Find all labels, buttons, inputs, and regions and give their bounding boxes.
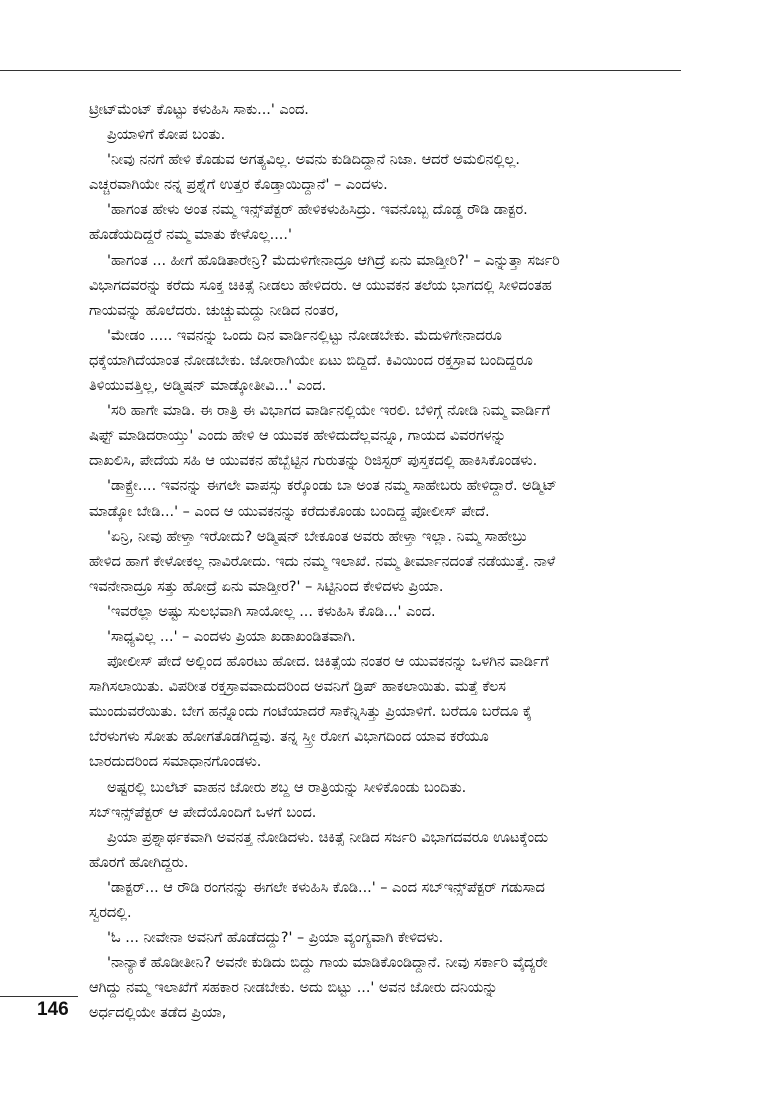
text-line: ಸಾಗಿಸಲಾಯಿತು. ವಿಪರೀತ ರಕ್ತಸ್ರಾವವಾದುದರಿಂದ ಅವನಿಗೆ ಡ್ರಿಪ್ ಹಾಕಲಾಯಿತು. ಮತ್ತೆ ಕೆಲಸ (89, 679, 506, 696)
paragraph (89, 249, 669, 324)
text-line: ಟ್ರೀಟ್‌ಮೆಂಟ್ ಕೊಟ್ಟು ಕಳುಹಿಸಿ ಸಾಕು...' ಎಂದ. (89, 102, 309, 118)
paragraph (89, 625, 669, 650)
text-line: 'ಇವರೆಲ್ಲಾ ಅಷ್ಟು ಸುಲಭವಾಗಿ ಸಾಯೋಲ್ಲ ... ಕಳುಹಿಸಿ ಕೊಡಿ...' ಎಂದ. (107, 603, 436, 620)
paragraph (89, 876, 669, 926)
text-line: ಹೊರಗೆ ಹೋಗಿದ್ದರು. (89, 854, 189, 871)
top-rule (0, 70, 681, 71)
text-line: 'ಏನ್ರಿ, ನೀವು ಹೇಳ್ತಾ ಇರೋದು? ಅಡ್ಮಿಷನ್ ಬೇಕೂಂತ ಅವರು ಹೇಳ್ತಾ ಇಲ್ಲಾ. ನಿಮ್ಮ ಸಾಹೇಬ್ರು (107, 528, 528, 545)
paragraph (89, 123, 669, 148)
text-line: ಆಗಿದ್ದು ನಮ್ಮ ಇಲಾಖೆಗೆ ಸಹಕಾರ ನೀಡಬೇಕು. ಅದು ಬಿಟ್ಟು ...' ಅವನ ಜೋರು ದನಿಯನ್ನು (89, 980, 498, 997)
paragraph (89, 951, 669, 1026)
text-line: ಷಿಫ್ಟ್ ಮಾಡಿದರಾಯ್ತು' ಎಂದು ಹೇಳಿ ಆ ಯುವಕ ಹೇಳಿದುದೆಲ್ಲವನ್ನೂ, ಗಾಯದ ವಿವರಗಳನ್ನು (89, 428, 507, 445)
text-line: ವಿಭಾಗದವರನ್ನು ಕರೆದು ಸೂಕ್ತ ಚಿಕಿತ್ಸೆ ನೀಡಲು ಹೇಳಿದರು. ಆ ಯುವಕನ ತಲೆಯ ಭಾಗದಲ್ಲಿ ಸೀಳಿದಂತಹ (89, 277, 552, 294)
paragraph (89, 399, 669, 474)
page-number: 146 (37, 999, 69, 1020)
paragraph (89, 826, 669, 876)
text-line: ಧಕ್ಕೆಯಾಗಿದೆಯಾಂತ ನೋಡಬೇಕು. ಜೋರಾಗಿಯೇ ಏಟು ಬಿದ್ದಿದೆ. ಕಿವಿಯಿಂದ ರಕ್ತಸ್ರಾವ ಬಂದಿದ್ದರೂ (89, 352, 533, 369)
paragraph (89, 650, 669, 775)
text-line: ಪ್ರಿಯಾ ಪ್ರಶ್ನಾರ್ಥಕವಾಗಿ ಅವನತ್ತ ನೋಡಿದಳು. ಚಿಕಿತ್ಸೆ ನೀಡಿದ ಸರ್ಜರಿ ವಿಭಾಗದವರೂ ಊಟಕ್ಕೆಂದು (107, 829, 549, 846)
text-line: 'ಮೇಡಂ ..... ಇವನನ್ನು ಒಂದು ದಿನ ವಾರ್ಡಿನಲ್ಲಿಟ್ಟು ನೋಡಬೇಕು. ಮೆದುಳಿಗೇನಾದರೂ (107, 327, 502, 344)
text-line: ಪ್ರಿಯಾಳಿಗೆ ಕೋಪ ಬಂತು. (107, 127, 226, 144)
paragraph (89, 324, 669, 399)
text-line: 'ಸಾಧ್ಯವಿಲ್ಲ ...' – ಎಂದಳು ಪ್ರಿಯಾ ಖಡಾಖಂಡಿತವಾಗಿ. (107, 628, 356, 645)
text-line: ಸಬ್‌ಇನ್ಸ್‌ಪೆಕ್ಟರ್ ಆ ಪೇದೆಯೊಂದಿಗೆ ಒಳಗೆ ಬಂದ. (89, 804, 317, 821)
text-line: ಪೋಲೀಸ್ ಪೇದೆ ಅಲ್ಲಿಂದ ಹೊರಟು ಹೋದ. ಚಿಕಿತ್ಸೆಯ ನಂತರ ಆ ಯುವಕನನ್ನು ಒಳಗಿನ ವಾರ್ಡಿಗೆ (107, 654, 549, 671)
text-line: ಗಾಯವನ್ನು ಹೊಲೆದರು. ಚುಚ್ಚುಮದ್ದು ನೀಡಿದ ನಂತರ, (89, 302, 339, 319)
text-line: ಬೆರಳುಗಳು ಸೋತು ಹೋಗತೊಡಗಿದ್ದವು. ತನ್ನ ಸ್ತ್ರೀ ರೋಗ ವಿಭಾಗದಿಂದ ಯಾವ ಕರೆಯೂ (89, 729, 489, 746)
text-line: 'ನೀವು ನನಗೆ ಹೇಳಿ ಕೊಡುವ ಅಗತ್ಯವಿಲ್ಲ. ಅವನು ಕುಡಿದಿದ್ದಾನೆ ನಿಜಾ. ಆದರೆ ಅಮಲಿನಲ್ಲಿಲ್ಲ. (107, 152, 521, 169)
text-line: 'ಡಾಕ್ಟ್ರೇ.... ಇವನನ್ನು ಈಗಲೇ ವಾಪಸ್ಸು ಕರ್‍ಕೊಂಡು ಬಾ ಅಂತ ನಮ್ಮ ಸಾಹೇಬರು ಹೇಳಿದ್ದಾರೆ. ಅಡ್ಮಿಟ್ (107, 478, 557, 495)
text-line: ಅಷ್ಟರಲ್ಲಿ ಬುಲೆಟ್ ವಾಹನ ಜೋರು ಶಬ್ದ ಆ ರಾತ್ರಿಯನ್ನು ಸೀಳಿಕೊಂಡು ಬಂದಿತು. (107, 779, 467, 796)
text-line: 'ಡಾಕ್ಟರ್... ಆ ರೌಡಿ ರಂಗನನ್ನು ಈಗಲೇ ಕಳುಹಿಸಿ ಕೊಡಿ...' – ಎಂದ ಸಬ್‌ಇನ್ಸ್‌ಪೆಕ್ಟರ್ ಗಡುಸಾದ (107, 879, 545, 896)
text-line: 'ನಾನ್ಯಾಕೆ ಹೊಡೀತೀನಿ? ಅವನೇ ಕುಡಿದು ಬಿದ್ದು ಗಾಯ ಮಾಡಿಕೊಂಡಿದ್ದಾನೆ. ನೀವು ಸರ್ಕಾರಿ ವೈದ್ಯರೇ (107, 955, 548, 972)
text-line: 'ಹಾಗಂತ ... ಹೀಗೆ ಹೊಡಿತಾರೇನ್ರಿ? ಮೆದುಳಿಗೇನಾದ್ರೂ ಆಗಿದ್ರೆ ಏನು ಮಾಡ್ತೀರಿ?' – ಎನ್ನುತ್ತಾ ಸರ್ಜರಿ (107, 252, 560, 269)
text-line: 'ಸರಿ ಹಾಗೇ ಮಾಡಿ. ಈ ರಾತ್ರಿ ಈ ವಿಭಾಗದ ವಾರ್ಡಿನಲ್ಲಿಯೇ ಇರಲಿ. ಬೆಳಿಗ್ಗೆ ನೋಡಿ ನಿಮ್ಮ ವಾರ್ಡಿಗೆ (107, 403, 551, 420)
paragraph (89, 474, 669, 524)
paragraph (89, 926, 669, 951)
text-line: ಮುಂದುವರೆಯಿತು. ಬೇಗ ಹನ್ನೊಂದು ಗಂಟೆಯಾದರೆ ಸಾಕೆನ್ನಿಸಿತ್ತು ಪ್ರಿಯಾಳಿಗೆ. ಬರೆದೂ ಬರೆದೂ ಕೈ (89, 704, 533, 721)
text-line: ಇವನೇನಾದ್ರೂ ಸತ್ತು ಹೋದ್ರೆ ಏನು ಮಾಡ್ತೀರ?' – ಸಿಟ್ಟಿನಿಂದ ಕೇಳಿದಳು ಪ್ರಿಯಾ. (89, 578, 444, 595)
text-line: ಹೇಳಿದ ಹಾಗೆ ಕೇಳೋಕಲ್ಲ ನಾವಿರೋದು. ಇದು ನಮ್ಮ ಇಲಾಖೆ. ನಮ್ಮ ತೀರ್ಮಾನದಂತೆ ನಡೆಯುತ್ತೆ. ನಾಳೆ (89, 553, 556, 570)
paragraph (89, 98, 669, 123)
paragraph (89, 600, 669, 625)
paragraph (89, 198, 669, 248)
footer-rule (0, 996, 78, 997)
text-line: ಹೊಡೆಯದಿದ್ದರೆ ನಮ್ಮ ಮಾತು ಕೇಳೊಲ್ಲ....' (89, 227, 292, 244)
paragraph (89, 148, 669, 198)
page-body (89, 98, 669, 1026)
text-line: ಎಚ್ಚರವಾಗಿಯೇ ನನ್ನ ಪ್ರಶ್ನೆಗೆ ಉತ್ತರ ಕೊಡ್ತಾಯಿದ್ದಾನೆ' – ಎಂದಳು. (89, 177, 388, 194)
text-line: ದಾಖಲಿಸಿ, ಪೇದೆಯ ಸಹಿ ಆ ಯುವಕನ ಹೆಬ್ಬೆಟ್ಟಿನ ಗುರುತನ್ನು ರಿಜಿಸ್ಟರ್ ಪುಸ್ತಕದಲ್ಲಿ ಹಾಕಿಸಿಕೊಂಡಳು. (89, 453, 538, 470)
text-line: ಮಾಡ್ಕೋ ಬೇಡಿ...' – ಎಂದ ಆ ಯುವಕನನ್ನು ಕರೆದುಕೊಂಡು ಬಂದಿದ್ದ ಪೋಲೀಸ್ ಪೇದೆ. (89, 503, 490, 520)
text-line: 'ಓ ... ನೀವೇನಾ ಅವನಿಗೆ ಹೊಡೆದದ್ದು?' – ಪ್ರಿಯಾ ವ್ಯಂಗ್ಯವಾಗಿ ಕೇಳಿದಳು. (107, 930, 444, 947)
paragraph (89, 525, 669, 600)
text-line: ತಿಳಿಯುವತ್ತಿಲ್ಲ, ಅಡ್ಮಿಷನ್ ಮಾಡ್ಕೋತೀವಿ...' ಎಂದ. (89, 378, 327, 395)
text-line: 'ಹಾಗಂತ ಹೇಳು ಅಂತ ನಮ್ಮ ಇನ್ಸ್‌ಪೆಕ್ಟರ್ ಹೇಳಿಕಳುಹಿಸಿದ್ರು. ಇವನೊಬ್ಬ ದೊಡ್ಡ ರೌಡಿ ಡಾಕ್ಟರ. (107, 202, 528, 219)
text-line: ಅರ್ಧದಲ್ಲಿಯೇ ತಡೆದ ಪ್ರಿಯಾ, (89, 1005, 227, 1022)
text-line: ಸ್ವರದಲ್ಲಿ. (89, 905, 132, 921)
paragraph (89, 776, 669, 826)
text-line: ಬಾರದುದರಿಂದ ಸಮಾಧಾನಗೊಂಡಳು. (89, 754, 262, 771)
